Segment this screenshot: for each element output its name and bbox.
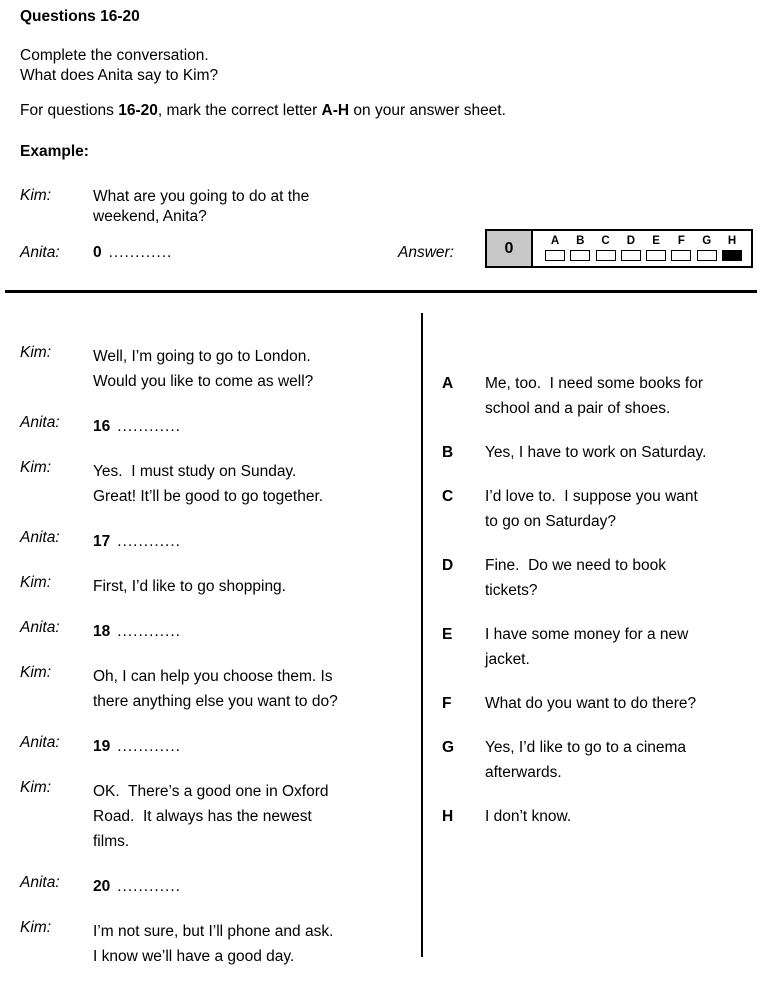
answer-dotted-line: ............ bbox=[117, 418, 181, 435]
intro-line: What does Anita say to Kim? bbox=[20, 67, 219, 84]
speaker-label: Kim: bbox=[20, 344, 51, 361]
answer-dotted-line: ............ bbox=[117, 623, 181, 640]
checkbox-icon bbox=[596, 250, 616, 261]
speaker-label: Anita: bbox=[20, 734, 60, 751]
kim-turn bbox=[20, 779, 412, 854]
option-letter: H bbox=[442, 808, 454, 825]
answer-cell-d bbox=[621, 235, 641, 261]
answer-sheet-options bbox=[533, 231, 751, 266]
answer-cell-a bbox=[545, 235, 565, 261]
answer-dotted-line: ............ bbox=[117, 878, 181, 895]
option-line: I don’t know. bbox=[485, 808, 572, 825]
option-letter: A bbox=[442, 375, 454, 392]
option-letter: F bbox=[677, 235, 685, 247]
option-d bbox=[442, 553, 742, 603]
dialogue-line: I know we’ll have a good day. bbox=[93, 948, 295, 965]
anita-turn-20 bbox=[20, 874, 412, 899]
speaker-label: Anita: bbox=[20, 874, 60, 891]
option-h bbox=[442, 804, 742, 829]
answer-cell-b bbox=[570, 235, 590, 261]
speaker-label: Anita: bbox=[20, 414, 60, 431]
dialogue-line: films. bbox=[93, 833, 130, 850]
dialogue-line: Oh, I can help you choose them. Is bbox=[93, 668, 333, 685]
speaker-label: Anita: bbox=[20, 619, 60, 636]
dialogue-line: What are you going to do at the bbox=[93, 188, 310, 205]
question-number: 20 bbox=[93, 878, 111, 895]
dialogue-line: Great! It’ll be good to go together. bbox=[93, 488, 324, 505]
question-number: 19 bbox=[93, 738, 111, 755]
option-line: to go on Saturday? bbox=[485, 513, 616, 530]
option-line: Fine. Do we need to book bbox=[485, 557, 666, 574]
answer-cell-h bbox=[722, 235, 742, 261]
option-letter: E bbox=[442, 626, 453, 643]
answer-caption: Answer: bbox=[398, 244, 454, 261]
option-c bbox=[442, 484, 742, 534]
answer-dotted-line: ............ bbox=[108, 244, 173, 261]
example-kim-turn bbox=[20, 187, 309, 227]
option-letter: H bbox=[727, 235, 737, 247]
column-divider-vertical bbox=[421, 313, 423, 957]
example-heading: Example: bbox=[20, 143, 89, 160]
option-letter: B bbox=[442, 444, 454, 461]
anita-turn-18 bbox=[20, 619, 412, 644]
option-letter: A bbox=[550, 235, 560, 247]
instructions-part: , mark the correct letter bbox=[157, 102, 322, 119]
example-answer-blank bbox=[93, 244, 172, 262]
checkbox-icon bbox=[646, 250, 666, 261]
instructions-text bbox=[20, 102, 506, 120]
question-number: 16 bbox=[93, 418, 111, 435]
kim-turn bbox=[20, 574, 412, 599]
option-e bbox=[442, 622, 742, 672]
option-line: school and a pair of shoes. bbox=[485, 400, 671, 417]
example-kim-text bbox=[93, 187, 309, 227]
kim-turn bbox=[20, 919, 412, 969]
checkbox-icon bbox=[570, 250, 590, 261]
speaker-label: Kim: bbox=[20, 187, 51, 204]
option-letter: C bbox=[601, 235, 610, 247]
instructions-part: For questions bbox=[20, 102, 119, 119]
checkbox-icon bbox=[621, 250, 641, 261]
options-column bbox=[442, 371, 742, 848]
question-number: 18 bbox=[93, 623, 111, 640]
dialogue-line: weekend, Anita? bbox=[93, 208, 207, 225]
kim-turn bbox=[20, 344, 412, 394]
speaker-label: Kim: bbox=[20, 459, 51, 476]
anita-turn-19 bbox=[20, 734, 412, 759]
task-intro bbox=[20, 46, 218, 86]
option-letter: D bbox=[442, 557, 454, 574]
questions-heading: Questions 16-20 bbox=[20, 8, 140, 25]
checkbox-icon bbox=[671, 250, 691, 261]
answer-cell-f bbox=[671, 235, 691, 261]
intro-line: Complete the conversation. bbox=[20, 47, 209, 64]
dialogue-line: Road. It always has the newest bbox=[93, 808, 312, 825]
option-line: Yes, I’d like to go to a cinema bbox=[485, 739, 687, 756]
answer-dotted-line: ............ bbox=[117, 533, 181, 550]
dialogue-line: I’m not sure, but I’ll phone and ask. bbox=[93, 923, 334, 940]
checkbox-filled-icon bbox=[722, 250, 742, 261]
instructions-letters: A-H bbox=[321, 102, 350, 119]
option-letter: G bbox=[442, 739, 455, 756]
dialogue-line: there anything else you want to do? bbox=[93, 693, 338, 710]
option-line: What do you want to do there? bbox=[485, 695, 697, 712]
dialogue-line: Yes. I must study on Sunday. bbox=[93, 463, 297, 480]
answer-dotted-line: ............ bbox=[117, 738, 181, 755]
checkbox-icon bbox=[697, 250, 717, 261]
option-letter: E bbox=[652, 235, 660, 247]
option-line: Me, too. I need some books for bbox=[485, 375, 703, 392]
anita-turn-17 bbox=[20, 529, 412, 554]
dialogue-line: Well, I’m going to go to London. bbox=[93, 348, 311, 365]
speaker-label: Kim: bbox=[20, 779, 51, 796]
speaker-label: Kim: bbox=[20, 664, 51, 681]
option-line: I have some money for a new bbox=[485, 626, 689, 643]
speaker-label: Kim: bbox=[20, 919, 51, 936]
answer-sheet-number-cell: 0 bbox=[487, 231, 533, 266]
question-number: 0 bbox=[93, 244, 102, 261]
option-letter: D bbox=[626, 235, 635, 247]
speaker-label: Anita: bbox=[20, 529, 60, 546]
option-b bbox=[442, 440, 742, 465]
option-g bbox=[442, 735, 742, 785]
dialogue-line: Would you like to come as well? bbox=[93, 373, 314, 390]
option-f bbox=[442, 691, 742, 716]
conversation-column bbox=[20, 344, 412, 989]
question-number: 17 bbox=[93, 533, 111, 550]
answer-cell-g bbox=[697, 235, 717, 261]
instructions-range: 16-20 bbox=[118, 102, 158, 119]
option-line: tickets? bbox=[485, 582, 538, 599]
option-line: afterwards. bbox=[485, 764, 562, 781]
kim-turn bbox=[20, 664, 412, 714]
answer-cell-e bbox=[646, 235, 666, 261]
option-letter: G bbox=[702, 235, 712, 247]
kim-turn bbox=[20, 459, 412, 509]
option-line: Yes, I have to work on Saturday. bbox=[485, 444, 707, 461]
dialogue-line: OK. There’s a good one in Oxford bbox=[93, 783, 329, 800]
option-letter: C bbox=[442, 488, 454, 505]
speaker-label: Kim: bbox=[20, 574, 51, 591]
option-letter: B bbox=[576, 235, 585, 247]
answer-sheet-sample bbox=[485, 229, 753, 268]
option-a bbox=[442, 371, 742, 421]
anita-turn-16 bbox=[20, 414, 412, 439]
answer-cell-c bbox=[596, 235, 616, 261]
example-anita-turn bbox=[20, 244, 172, 262]
option-letter: F bbox=[442, 695, 452, 712]
dialogue-line: First, I’d like to go shopping. bbox=[93, 578, 286, 595]
speaker-label: Anita: bbox=[20, 244, 60, 261]
option-line: I’d love to. I suppose you want bbox=[485, 488, 698, 505]
checkbox-icon bbox=[545, 250, 565, 261]
option-line: jacket. bbox=[485, 651, 530, 668]
section-divider-horizontal bbox=[5, 290, 757, 293]
instructions-part: on your answer sheet. bbox=[349, 102, 506, 119]
